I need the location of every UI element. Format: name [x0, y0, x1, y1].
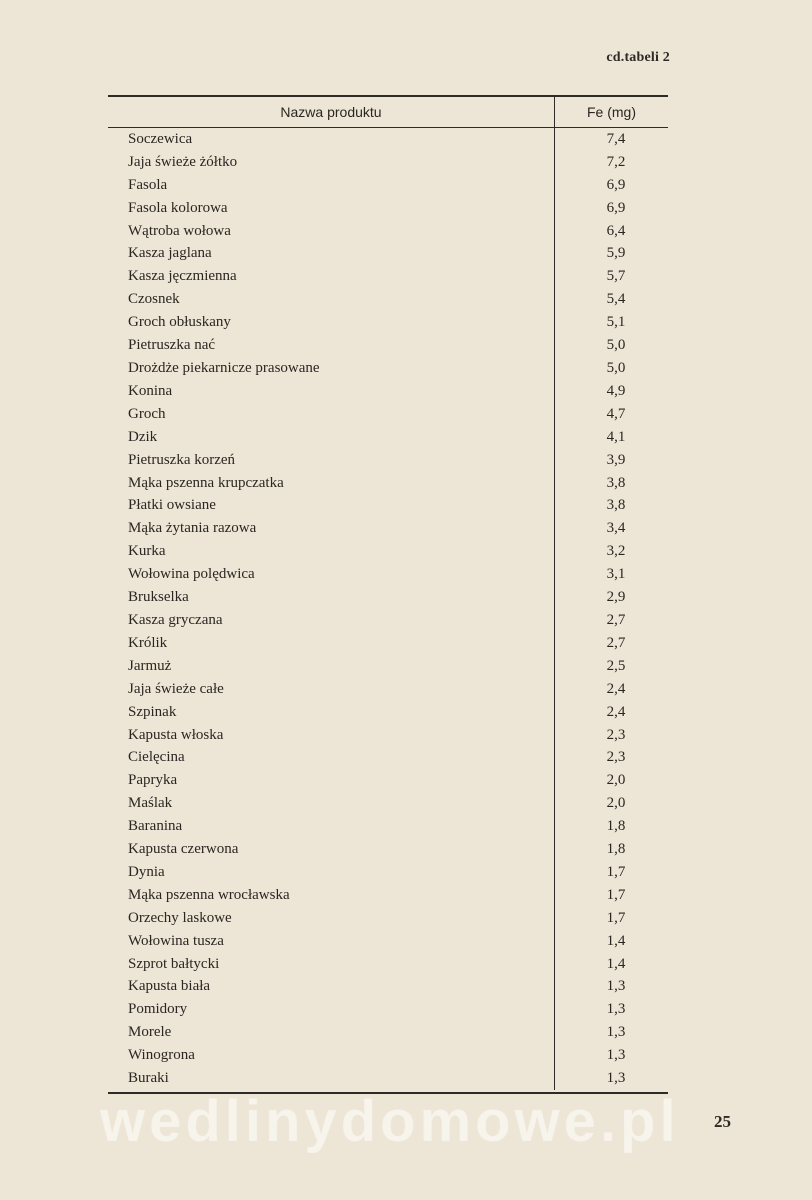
product-name-cell: Dzik [128, 428, 158, 445]
table-row [108, 1067, 668, 1090]
product-name-cell: Orzechy laskowe [128, 909, 232, 926]
iron-value-cell: 1,3 [606, 1070, 626, 1087]
iron-content-table [108, 95, 668, 1094]
iron-value-cell: 5,4 [606, 291, 626, 308]
table-row [108, 495, 668, 518]
table-row [108, 288, 668, 311]
table-row [108, 380, 668, 403]
iron-value-cell: 2,5 [606, 657, 626, 674]
iron-value-cell: 3,1 [606, 566, 626, 583]
iron-value-cell: 1,3 [606, 1001, 626, 1018]
product-name-cell: Baranina [128, 818, 183, 835]
product-name-cell: Szprot bałtycki [128, 955, 220, 972]
product-name-cell: Konina [128, 382, 173, 399]
product-name-cell: Kasza jęczmienna [128, 268, 237, 285]
iron-value-cell: 7,2 [606, 153, 626, 170]
page-number: 25 [714, 1112, 731, 1131]
table-row [108, 128, 668, 151]
product-name-cell: Brukselka [128, 589, 189, 606]
product-name-cell: Mąka żytania razowa [128, 520, 257, 537]
product-name-cell: Pietruszka korzeń [128, 451, 236, 468]
table-row [108, 884, 668, 907]
table-row [108, 426, 668, 449]
iron-value-cell: 6,9 [606, 199, 626, 216]
product-name-cell: Jaja świeże żółtko [128, 153, 238, 170]
table-row [108, 930, 668, 953]
header-product-name: Nazwa produktu [108, 97, 555, 127]
product-name-cell: Fasola kolorowa [128, 199, 228, 216]
table-row [108, 838, 668, 861]
product-name-cell: Kapusta biała [128, 978, 211, 995]
iron-value-cell: 3,4 [606, 520, 626, 537]
table-row [108, 724, 668, 747]
table-row [108, 701, 668, 724]
iron-value-cell: 5,0 [606, 337, 626, 354]
iron-value-cell: 6,9 [606, 176, 626, 193]
product-name-cell: Wołowina polędwica [128, 566, 255, 583]
iron-value-cell: 3,2 [606, 543, 626, 560]
table-row [108, 220, 668, 243]
table-row [108, 403, 668, 426]
table-row [108, 586, 668, 609]
table-body [108, 128, 668, 1090]
iron-value-cell: 5,1 [606, 314, 626, 331]
table-row [108, 953, 668, 976]
table-row [108, 655, 668, 678]
iron-value-cell: 1,7 [606, 886, 626, 903]
iron-value-cell: 1,4 [606, 932, 626, 949]
table-row [108, 517, 668, 540]
table-row [108, 976, 668, 999]
table-row [108, 1044, 668, 1067]
table-row [108, 769, 668, 792]
product-name-cell: Morele [128, 1024, 172, 1041]
iron-value-cell: 2,9 [606, 589, 626, 606]
table-row [108, 540, 668, 563]
table-row [108, 632, 668, 655]
iron-value-cell: 5,7 [606, 268, 626, 285]
product-name-cell: Wątroba wołowa [128, 222, 231, 239]
iron-value-cell: 2,7 [606, 634, 626, 651]
product-name-cell: Jaja świeże całe [128, 680, 224, 697]
iron-value-cell: 3,9 [606, 451, 626, 468]
table-row [108, 678, 668, 701]
table-row [108, 815, 668, 838]
table-row [108, 609, 668, 632]
product-name-cell: Buraki [128, 1070, 169, 1087]
product-name-cell: Drożdże piekarnicze prasowane [128, 360, 320, 377]
iron-value-cell: 1,8 [606, 818, 626, 835]
iron-value-cell: 2,3 [606, 749, 626, 766]
iron-value-cell: 4,9 [606, 382, 626, 399]
table-row [108, 334, 668, 357]
iron-value-cell: 1,7 [606, 863, 626, 880]
header-iron-mg: Fe (mg) [587, 104, 636, 120]
iron-value-cell: 2,0 [606, 772, 626, 789]
product-name-cell: Kasza jaglana [128, 245, 212, 262]
product-name-cell: Płatki owsiane [128, 497, 216, 514]
product-name-cell: Winogrona [128, 1047, 195, 1064]
table-row [108, 472, 668, 495]
table-row [108, 174, 668, 197]
product-name-cell: Kasza gryczana [128, 611, 223, 628]
table-row [108, 746, 668, 769]
product-name-cell: Wołowina tusza [128, 932, 224, 949]
product-name-cell: Maślak [128, 795, 173, 812]
iron-value-cell: 1,3 [606, 1047, 626, 1064]
table-row [108, 197, 668, 220]
product-name-cell: Czosnek [128, 291, 180, 308]
watermark: wedlinydomowe.pl [100, 1089, 680, 1154]
product-name-cell: Szpinak [128, 703, 177, 720]
product-name-cell: Pomidory [128, 1001, 188, 1018]
table-row [108, 151, 668, 174]
table-row [108, 792, 668, 815]
product-name-cell: Papryka [128, 772, 178, 789]
product-name-cell: Kapusta czerwona [128, 841, 239, 858]
product-name-cell: Groch [128, 405, 166, 422]
product-name-cell: Kurka [128, 543, 166, 560]
product-name-cell: Jarmuż [128, 657, 172, 674]
iron-value-cell: 1,8 [606, 841, 626, 858]
iron-value-cell: 1,3 [606, 1024, 626, 1041]
table-row [108, 243, 668, 266]
product-name-cell: Mąka pszenna wrocławska [128, 886, 290, 903]
table-row [108, 1021, 668, 1044]
product-name-cell: Królik [128, 634, 168, 651]
table-row [108, 998, 668, 1021]
iron-value-cell: 6,4 [606, 222, 626, 239]
table-continuation-label: cd.tabeli 2 [606, 50, 670, 65]
product-name-cell: Dynia [128, 863, 165, 880]
product-name-cell: Groch obłuskany [128, 314, 231, 331]
table-row [108, 311, 668, 334]
product-name-cell: Fasola [128, 176, 168, 193]
iron-value-cell: 5,9 [606, 245, 626, 262]
iron-value-cell: 2,3 [606, 726, 626, 743]
table-row [108, 907, 668, 930]
iron-value-cell: 5,0 [606, 360, 626, 377]
iron-value-cell: 4,1 [606, 428, 626, 445]
iron-value-cell: 1,4 [606, 955, 626, 972]
iron-value-cell: 2,7 [606, 611, 626, 628]
product-name-cell: Pietruszka nać [128, 337, 216, 354]
iron-value-cell: 1,3 [606, 978, 626, 995]
iron-value-cell: 1,7 [606, 909, 626, 926]
table-row [108, 265, 668, 288]
table-row [108, 861, 668, 884]
product-name-cell: Kapusta włoska [128, 726, 224, 743]
iron-value-cell: 2,4 [606, 703, 626, 720]
iron-value-cell: 2,0 [606, 795, 626, 812]
product-name-cell: Mąka pszenna krupczatka [128, 474, 284, 491]
iron-value-cell: 7,4 [606, 130, 626, 147]
product-name-cell: Soczewica [128, 130, 193, 147]
iron-value-cell: 3,8 [606, 497, 626, 514]
table-header [108, 95, 668, 128]
product-name-cell: Cielęcina [128, 749, 185, 766]
iron-value-cell: 2,4 [606, 680, 626, 697]
table-row [108, 357, 668, 380]
iron-value-cell: 3,8 [606, 474, 626, 491]
iron-value-cell: 4,7 [606, 405, 626, 422]
table-row [108, 563, 668, 586]
table-row [108, 449, 668, 472]
